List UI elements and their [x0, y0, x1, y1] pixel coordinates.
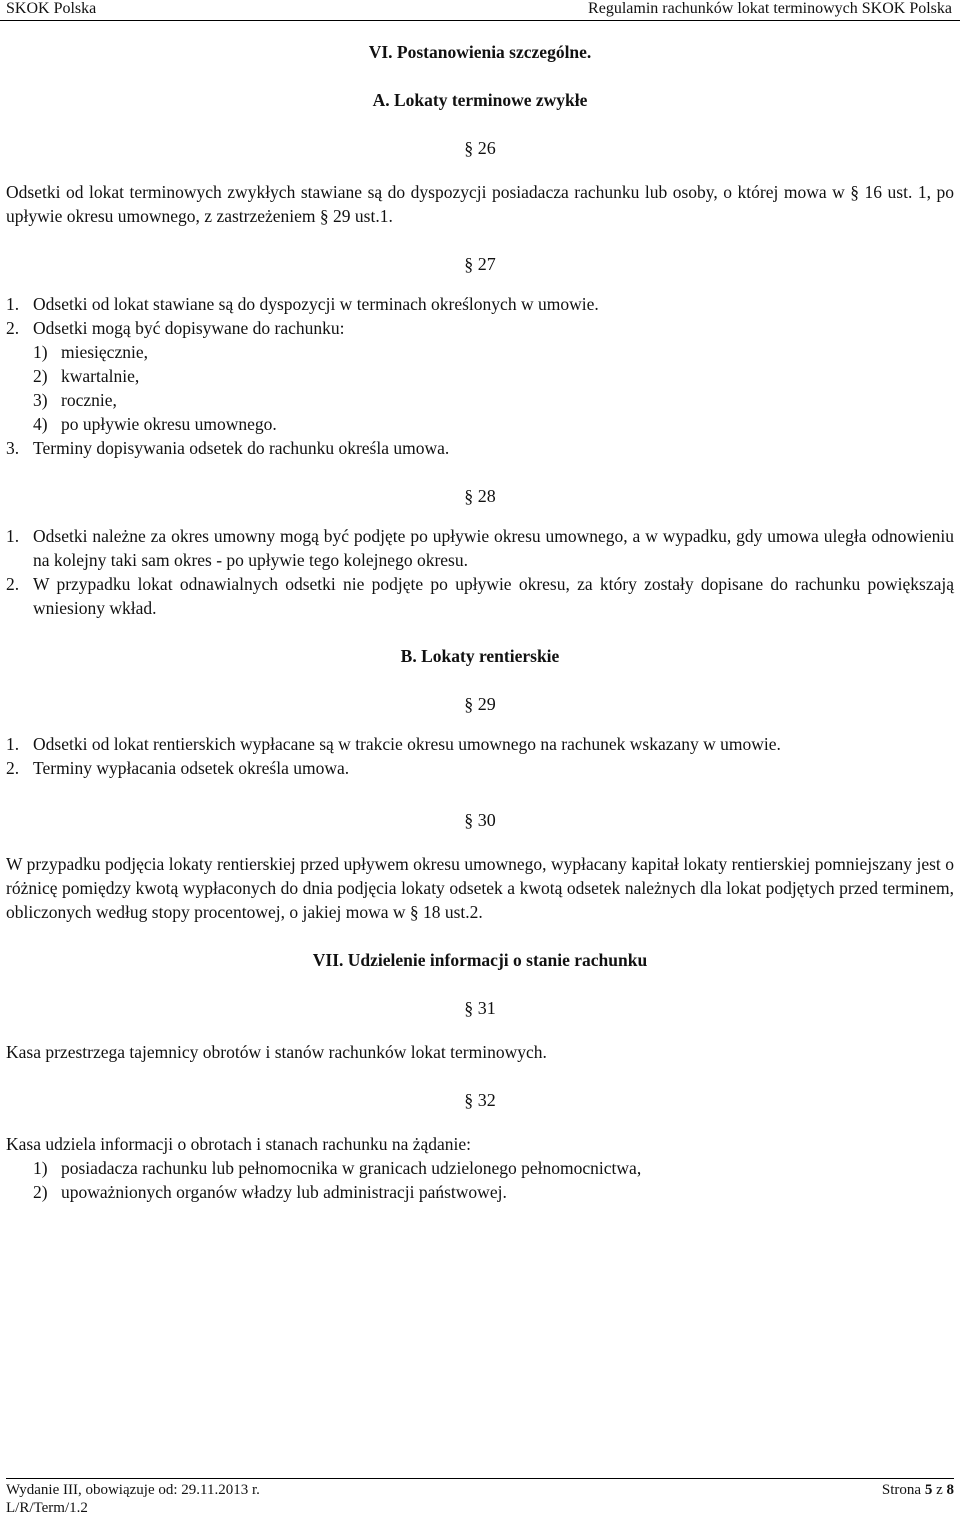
paragraph-28-mark: § 28: [464, 486, 496, 506]
footer-code: L/R/Term/1.2: [6, 1500, 88, 1516]
paragraph-30-mark: § 30: [464, 810, 496, 830]
subsection-b-title: B. Lokaty rentierskie: [400, 646, 560, 666]
paragraph-32-list: [6, 1156, 954, 1204]
section-vi-title: VI. Postanowienia szczególne.: [368, 42, 592, 62]
list-item: 1) posiadacza rachunku lub pełnomocnika w granicach udzielonego pełnomocnictwa,: [33, 1158, 642, 1178]
footer-page-number: Strona 5 z 8: [881, 1482, 954, 1498]
list-item: 2) kwartalnie,: [33, 366, 140, 386]
list-item: 3) rocznie,: [33, 390, 117, 410]
paragraph-30-text: W przypadku podjęcia lokaty rentierskiej przed upływem okresu umownego, wypłacany kapitał lokaty rentierskiej pomniejszany jest o różnicę pomiędzy kwotą wypłaconych do dnia podjęcia lokaty odsetek a kwotą odsetek należnych dla lokat podjętych przed terminem, obliczonych według stopy procentowej, o jakiej mowa w § 18 ust.2.: [6, 854, 954, 922]
paragraph-32-intro: Kasa udziela informacji o obrotach i stanach rachunku na żądanie:: [6, 1134, 472, 1154]
paragraph-29-mark: § 29: [464, 694, 496, 714]
list-item: 4) po upływie okresu umownego.: [33, 414, 277, 434]
list-item: 2. Terminy wypłacania odsetek określa umowa.: [6, 758, 350, 778]
header-left: SKOK Polska: [6, 0, 97, 17]
paragraph-28-list: [6, 524, 954, 620]
page-header: [0, 0, 960, 21]
paragraph-32-mark: § 32: [464, 1090, 496, 1110]
page-footer: [6, 1478, 954, 1517]
list-item: 1. Odsetki należne za okres umowny mogą być podjęte po upływie okresu umownego, a w wypadku, gdy umowa uległa odnowieniu na kolejny taki sam okres - po upływie tego kolejnego okresu.: [6, 526, 954, 570]
list-item: 2. W przypadku lokat odnawialnych odsetki nie podjęte po upływie okresu, za który zostały dopisane do rachunku powiększają wniesiony wkład.: [6, 574, 954, 618]
list-item: 3. Terminy dopisywania odsetek do rachunku określa umowa.: [6, 438, 450, 458]
paragraph-27-mark: § 27: [464, 254, 496, 274]
document-body: [6, 40, 954, 1204]
paragraph-26-text: Odsetki od lokat terminowych zwykłych stawiane są do dyspozycji posiadacza rachunku lub osoby, o której mowa w § 16 ust. 1, po upływie okresu umownego, z zastrzeżeniem § 29 ust.1.: [6, 182, 954, 226]
list-item: 1. Odsetki od lokat stawiane są do dyspozycji w terminach określonych w umowie.: [6, 294, 599, 314]
paragraph-31-mark: § 31: [464, 998, 496, 1018]
section-vii-title: VII. Udzielenie informacji o stanie rachunku: [312, 950, 648, 970]
list-item: 1. Odsetki od lokat rentierskich wypłacane są w trakcie okresu umownego na rachunek wskazany w umowie.: [6, 734, 781, 754]
paragraph-29-list: [6, 732, 954, 780]
paragraph-31-text: Kasa przestrzega tajemnicy obrotów i stanów rachunków lokat terminowych.: [6, 1042, 547, 1062]
paragraph-27-sublist: [6, 340, 954, 436]
list-item: 1) miesięcznie,: [33, 342, 148, 362]
paragraph-27-list: [6, 292, 954, 340]
list-item: 2. Odsetki mogą być dopisywane do rachunku:: [6, 318, 345, 338]
header-right: Regulamin rachunków lokat terminowych SKOK Polska: [588, 0, 952, 17]
list-item: 2) upoważnionych organów władzy lub administracji państwowej.: [33, 1182, 507, 1202]
subsection-a-title: A. Lokaty terminowe zwykłe: [372, 90, 588, 110]
footer-edition: Wydanie III, obowiązuje od: 29.11.2013 r.: [6, 1482, 260, 1498]
paragraph-26-mark: § 26: [464, 138, 496, 158]
